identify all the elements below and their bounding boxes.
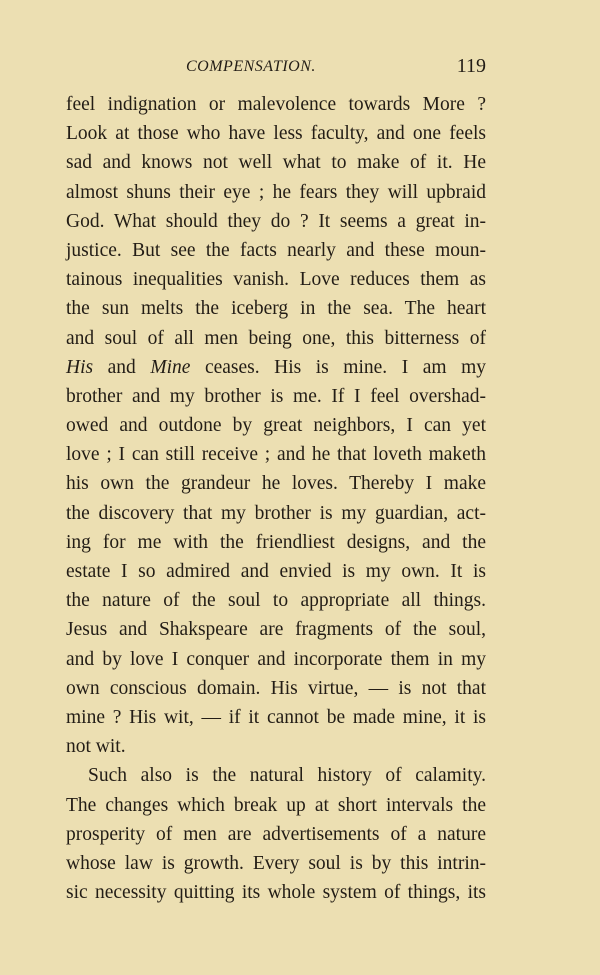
text-line: the nature of the soul to appropriate all things. bbox=[66, 590, 486, 612]
text-line: Look at those who have less faculty, and one feels bbox=[66, 123, 486, 145]
page-number: 119 bbox=[456, 55, 486, 77]
text-line: and soul of all men being one, this bitterness of bbox=[66, 327, 486, 349]
text-line: Such also is the natural history of calamity. bbox=[88, 765, 486, 787]
text-line: love ; I can still receive ; and he that loveth maketh bbox=[66, 444, 486, 466]
running-title: COMPENSATION. bbox=[186, 58, 316, 75]
text-line: mine ? His wit, — if it cannot be made mine, it is bbox=[66, 706, 486, 728]
text-line: sic necessity quitting its whole system of things, its bbox=[66, 882, 486, 904]
text-line: tainous inequalities vanish. Love reduces them as bbox=[66, 269, 486, 291]
text-line: the discovery that my brother is my guardian, act- bbox=[66, 502, 486, 524]
text-line: brother and my brother is me. If I feel overshad- bbox=[66, 385, 486, 407]
text-segment: and bbox=[93, 356, 151, 378]
text-line: own conscious domain. His virtue, — is not that bbox=[66, 677, 486, 699]
text-line: and by love I conquer and incorporate them in my bbox=[66, 648, 486, 670]
text-segment: ceases. His is mine. I am my bbox=[190, 356, 487, 378]
body-text bbox=[66, 90, 486, 907]
italic-word: His bbox=[66, 356, 94, 378]
text-line: almost shuns their eye ; he fears they will upbraid bbox=[66, 181, 486, 203]
text-line: justice. But see the facts nearly and these moun- bbox=[66, 239, 486, 261]
text-line: sad and knows not well what to make of it. He bbox=[66, 152, 486, 174]
text-line: Jesus and Shakspeare are fragments of the soul, bbox=[66, 619, 486, 641]
text-line: estate I so admired and envied is my own. It is bbox=[66, 561, 486, 582]
text-line: The changes which break up at short intervals the bbox=[66, 794, 486, 816]
text-line: not wit. bbox=[66, 736, 126, 758]
text-line: God. What should they do ? It seems a great in- bbox=[66, 210, 486, 232]
italic-word: Mine bbox=[150, 356, 191, 378]
text-line: whose law is growth. Every soul is by this intrin- bbox=[66, 852, 486, 874]
text-line: feel indignation or malevolence towards More ? bbox=[66, 94, 486, 115]
text-line: his own the grandeur he loves. Thereby I make bbox=[66, 473, 486, 495]
page-header bbox=[66, 55, 486, 88]
text-line: owed and outdone by great neighbors, I can yet bbox=[66, 415, 486, 437]
text-line: ing for me with the friendliest designs, and the bbox=[66, 531, 486, 553]
text-line: the sun melts the iceberg in the sea. The heart bbox=[66, 298, 486, 320]
text-line bbox=[66, 353, 486, 382]
text-line: prosperity of men are advertisements of a nature bbox=[66, 823, 486, 845]
